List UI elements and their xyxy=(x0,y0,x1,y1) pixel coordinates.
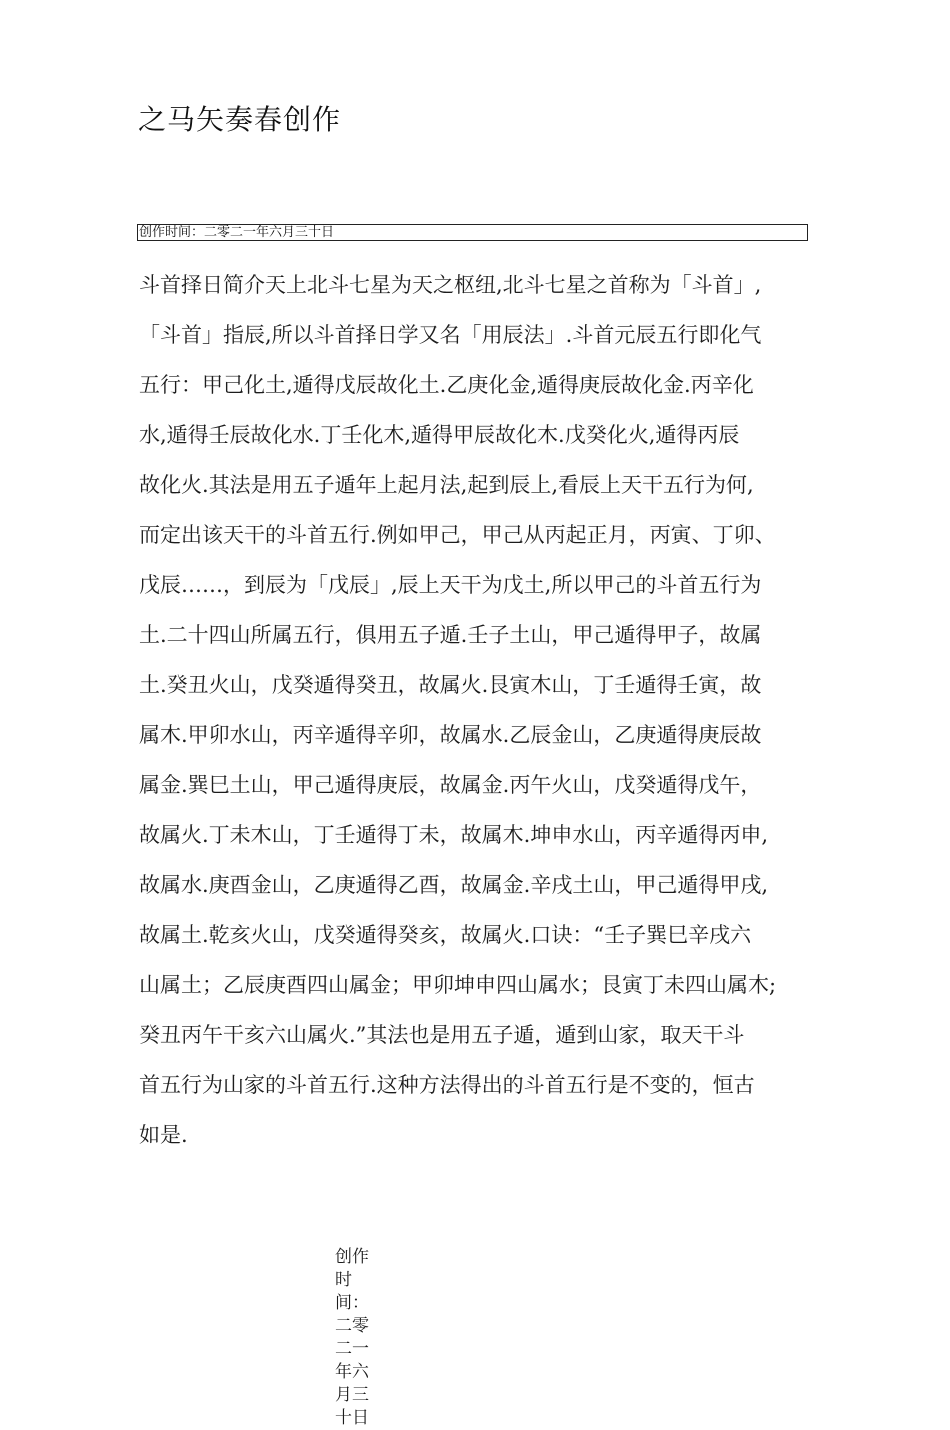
paragraph-line: 属木.甲卯水山，丙辛遁得辛卯，故属水.乙辰金山，乙庚遁得庚辰故 xyxy=(139,723,762,747)
paragraph-line: 土.癸丑火山，戊癸遁得癸丑，故属火.艮寅木山，丁壬遁得壬寅，故 xyxy=(139,673,762,697)
paragraph-line: 故属火.丁未木山，丁壬遁得丁未，故属木.坤申水山，丙辛遁得丙申, xyxy=(139,823,769,847)
author-title: 之马矢奏春创作 xyxy=(138,103,342,136)
footer-creation-date: 创作时间：二零二一年六月三十日 xyxy=(335,1247,369,1428)
paragraph-line: 而定出该天干的斗首五行.例如甲己，甲己从丙起正月，丙寅、丁卯、 xyxy=(139,523,776,547)
paragraph-line: 首五行为山家的斗首五行.这种方法得出的斗首五行是不变的，恒古 xyxy=(139,1073,755,1097)
paragraph-line: 戊辰……，到辰为「戊辰」,辰上天干为戊土,所以甲己的斗首五行为 xyxy=(139,573,762,597)
paragraph-line: 如是. xyxy=(139,1123,188,1147)
paragraph-line: 山属土；乙辰庚酉四山属金；甲卯坤申四山属水；艮寅丁未四山属木; xyxy=(139,973,777,997)
paragraph-line: 故化火.其法是用五子遁年上起月法,起到辰上,看辰上天干五行为何, xyxy=(139,473,754,497)
creation-date-box: 创作时间：二零二一年六月三十日 xyxy=(137,224,808,241)
body-paragraph xyxy=(139,260,825,1160)
paragraph-line: 属金.巽巳土山，甲己遁得庚辰，故属金.丙午火山，戊癸遁得戊午， xyxy=(139,773,762,797)
paragraph-line: 故属水.庚酉金山，乙庚遁得乙酉，故属金.辛戌土山，甲己遁得甲戌, xyxy=(139,873,769,897)
paragraph-line: 斗首择日简介天上北斗七星为天之枢纽,北斗七星之首称为「斗首」, xyxy=(139,273,762,297)
paragraph-line: 故属土.乾亥火山，戊癸遁得癸亥，故属火.口诀：“壬子巽巳辛戌六 xyxy=(139,923,752,947)
paragraph-line: 水,遁得壬辰故化水.丁壬化木,遁得甲辰故化木.戊癸化火,遁得丙辰 xyxy=(139,423,740,447)
paragraph-line: 癸丑丙午干亥六山属火.”其法也是用五子遁，遁到山家，取天干斗 xyxy=(139,1023,745,1047)
paragraph-line: 土.二十四山所属五行，俱用五子遁.壬子土山，甲己遁得甲子，故属 xyxy=(139,623,762,647)
paragraph-line: 「斗首」指辰,所以斗首择日学又名「用辰法」.斗首元辰五行即化气 xyxy=(139,323,762,347)
paragraph-line: 五行：甲己化土,遁得戊辰故化土.乙庚化金,遁得庚辰故化金.丙辛化 xyxy=(139,373,754,397)
